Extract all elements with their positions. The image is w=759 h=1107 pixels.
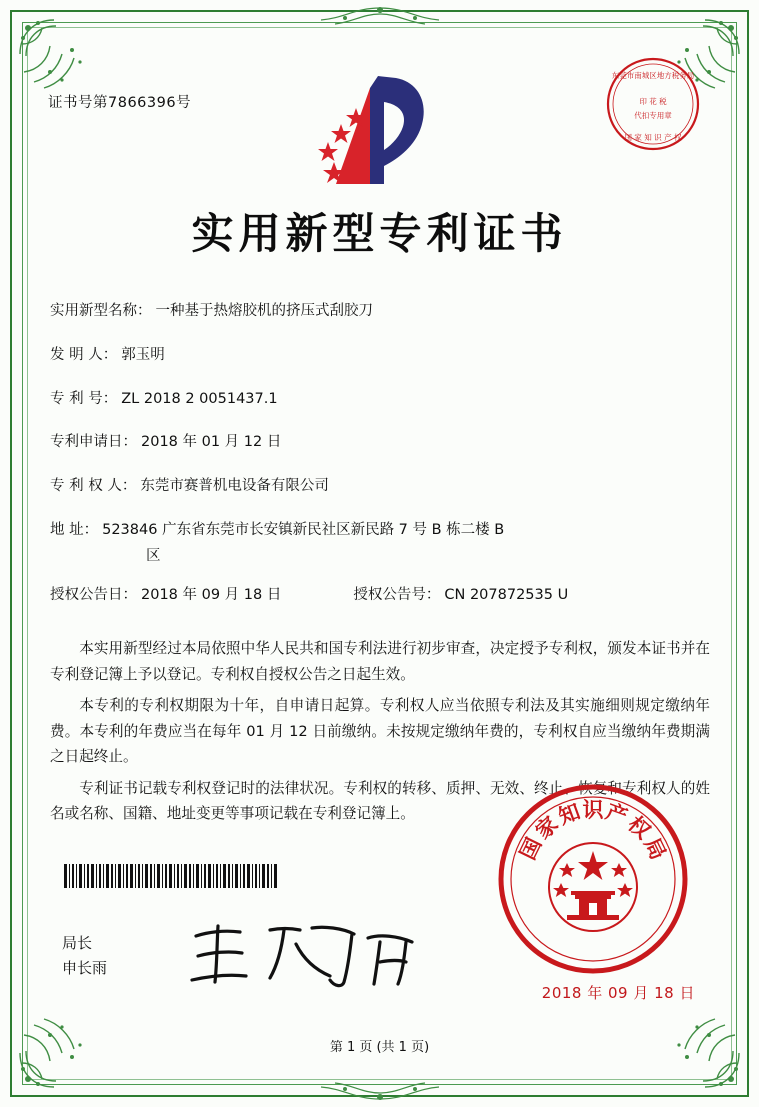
grant-number-group bbox=[353, 585, 568, 607]
page-indicator: 第 1 页 (共 1 页) bbox=[329, 1040, 430, 1055]
grant-number-label: 授权公告号： bbox=[353, 587, 441, 604]
address-second-line: 区 bbox=[146, 547, 161, 564]
official-seal bbox=[493, 779, 693, 979]
field-value: 一种基于热熔胶机的挤压式刮胶刀 bbox=[155, 303, 373, 319]
field-value: 东莞市赛普机电设备有限公司 bbox=[140, 478, 329, 494]
legal-paragraph-1: 本实用新型经过本局依照中华人民共和国专利法进行初步审查，决定授予专利权，颁发本证书并在专利登记簿上予以登记。专利权自授权公告之日起生效。 bbox=[50, 640, 710, 683]
svg-text:权: 权 bbox=[623, 811, 656, 844]
page-title: 实用新型专利证书 bbox=[191, 209, 568, 258]
field-label: 专 利 权 人： bbox=[50, 478, 137, 494]
top-edge-ornament-icon bbox=[275, 4, 485, 30]
svg-text:知: 知 bbox=[555, 798, 584, 830]
signature-block bbox=[62, 931, 107, 981]
field-row-grant-announcement bbox=[50, 585, 710, 607]
field-row-utility-model-name bbox=[50, 301, 710, 323]
svg-text:东莞市南城区地方税务局: 东莞市南城区地方税务局 bbox=[611, 71, 695, 80]
field-row-address bbox=[50, 520, 710, 542]
svg-text:局: 局 bbox=[639, 833, 672, 864]
certificate-content bbox=[36, 36, 723, 1071]
svg-text:产: 产 bbox=[602, 798, 631, 830]
field-row-inventor bbox=[50, 345, 710, 367]
bottom-edge-ornament-icon bbox=[275, 1077, 485, 1103]
svg-text:识: 识 bbox=[582, 797, 604, 822]
svg-text:国 家 知 识 产 权: 国 家 知 识 产 权 bbox=[624, 133, 682, 142]
grant-date-label: 授权公告日： bbox=[50, 587, 137, 604]
svg-text:代扣专用章: 代扣专用章 bbox=[634, 111, 672, 120]
certificate-number: 证书号第7866396号 bbox=[48, 95, 192, 111]
handwritten-signature bbox=[184, 916, 434, 996]
field-value: 2018 年 01 月 12 日 bbox=[141, 434, 282, 451]
svg-text:家: 家 bbox=[530, 811, 563, 844]
field-row-patent-number bbox=[50, 389, 710, 411]
legal-paragraph-3: 专利证书记载专利权登记时的法律状况。专利权的转移、质押、无效、终止、恢复和专利权人的姓名或名称、国籍、地址变更等事项记载在专利登记簿上。 bbox=[50, 779, 710, 823]
fields-list bbox=[50, 301, 710, 621]
grant-number-value: CN 207872535 U bbox=[444, 587, 569, 604]
svg-text:国: 国 bbox=[514, 833, 547, 864]
field-label: 实用新型名称： bbox=[50, 303, 152, 319]
tax-stamp-icon bbox=[601, 52, 705, 156]
cnipa-logo-icon bbox=[300, 58, 460, 198]
director-title: 局长 bbox=[62, 934, 93, 952]
field-row-application-date bbox=[50, 432, 710, 454]
svg-text:印 花 税: 印 花 税 bbox=[639, 97, 667, 106]
field-label: 专 利 号： bbox=[50, 390, 118, 407]
field-value: 郭玉明 bbox=[121, 346, 165, 363]
field-label: 专利申请日： bbox=[50, 434, 137, 451]
barcode bbox=[64, 864, 279, 888]
field-label: 发 明 人： bbox=[50, 346, 118, 363]
field-value: 523846 广东省东莞市长安镇新民社区新民路 7 号 B 栋二楼 B bbox=[102, 521, 505, 538]
legal-paragraph-2: 本专利的专利权期限为十年，自申请日起算。专利权人应当依照专利法及其实施细则规定缴纳年费。本专利的年费应当在每年 01 月 12 日前缴纳。未按规定缴纳年费的，专利权自应当缴纳年费期满之日起终止。 bbox=[50, 697, 710, 766]
grant-date-value: 2018 年 09 月 18 日 bbox=[141, 587, 282, 604]
field-label: 地 址： bbox=[50, 521, 99, 538]
director-name: 申长雨 bbox=[62, 958, 108, 977]
field-row-patentee bbox=[50, 476, 710, 498]
seal-date: 2018 年 09 月 18 日 bbox=[541, 984, 695, 1002]
field-value: ZL 2018 2 0051437.1 bbox=[121, 390, 278, 407]
